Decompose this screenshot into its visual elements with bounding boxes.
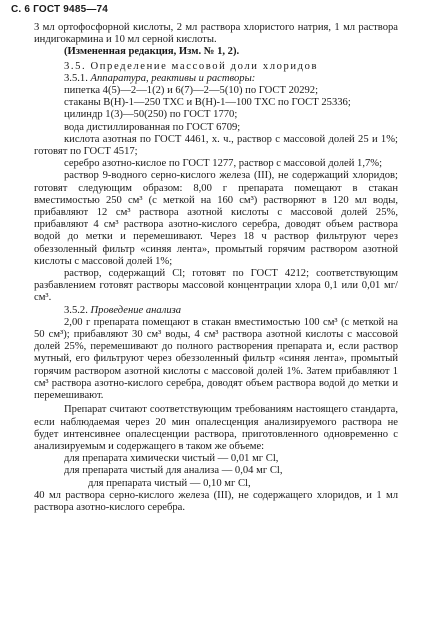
paragraph-analysis-procedure: 2,00 г препарата помещают в стакан вместимостью 100 см³ (с меткой на 50 см³); прибавляют 30 см³ воды, 4 см³ раствора азотной кислоты с массовой долей 25%, перемешивают до полного растворения препарата и, если раствор мутный, его фильтруют через обеззоленный фильтр «синяя лента», промытый горячим раствором азотной кислоты с массовой долей 1%. Затем прибавляют 1 см³ раствора азотно-кислого серебра, доводят объем раствора водой до метки и перемешивают. [34, 316, 398, 402]
section-3-5-1-heading [34, 73, 398, 85]
section-number: 3.5.2. [64, 304, 88, 316]
amendment-note: (Измененная редакция, Изм. № 1, 2). [64, 46, 240, 58]
section-title: Аппаратура, реактивы и растворы: [90, 72, 256, 84]
document-body [34, 22, 398, 514]
criterion-pure: для препарата чистый — 0,10 мг Cl, [88, 477, 251, 489]
list-item-iron-sulfate-solution: раствор 9-водного серно-кислого железа (III), не содержащий хлоридов; готовят следующим образом: 8,00 г препарата помещают в стакан вместимостью 250 см³ (с меткой на 160 см³) растворяют в 120 мл воды, прибавляют 12 см³ раствора азотной кислоты с массовой долей 25%, прибавляют 4 см³ раствора азотно-кислого серебра, доводят объем раствора водой до метки и перемешивают. Через 18 ч раствор фильтруют через обеззоленный фильтр «синяя лента», промытый горячим раствором азотной кислоты с массовой долей 1%; [34, 170, 398, 267]
paragraph-acceptance-criteria: Препарат считают соответствующим требованиям настоящего стандарта, если наблюдаемая через 20 мин опалесценция анализируемого раствора не будет интенсивнее опалесценции раствора, приготовленного одновременно с анализируемым и содержащего в таком же объеме: [34, 404, 398, 452]
list-item-beakers: стаканы В(Н)-1—250 ТХС и В(Н)-1—100 ТХС по ГОСТ 25336; [64, 97, 351, 109]
page-header: С. 6 ГОСТ 9485—74 [11, 4, 109, 15]
list-item-cylinder: цилиндр 1(3)—50(250) по ГОСТ 1770; [64, 109, 238, 121]
section-3-5-heading: 3.5. Определение массовой доли хлоридов [64, 60, 319, 72]
section-3-5-2-heading [34, 305, 398, 317]
list-item-nitric-acid: кислота азотная по ГОСТ 4461, х. ч., раствор с массовой долей 25 и 1%; готовят по ГОСТ 4517; [34, 133, 398, 158]
list-item-pipette: пипетка 4(5)—2—1(2) и 6(7)—2—5(10) по ГОСТ 20292; [64, 85, 319, 97]
criterion-analytical-grade: для препарата чистый для анализа — 0,04 мг Cl, [64, 465, 283, 477]
criterion-chemically-pure: для препарата химически чистый — 0,01 мг Cl, [64, 453, 279, 465]
section-title: Проведение анализа [90, 304, 182, 316]
paragraph-final-reagents: 40 мл раствора серно-кислого железа (III), не содержащего хлоридов, и 1 мл раствора азотно-кислого серебра. [34, 489, 398, 513]
paragraph-reagent-list-end: 3 мл ортофосфорной кислоты, 2 мл раствора хлористого натрия, 1 мл раствора индигокармина и 10 мл серной кислоты. [34, 22, 398, 46]
list-item-silver-nitrate: серебро азотно-кислое по ГОСТ 1277, раствор с массовой долей 1,7%; [64, 158, 383, 170]
section-number: 3.5.1. [64, 72, 88, 84]
list-item-water: вода дистиллированная по ГОСТ 6709; [64, 121, 241, 133]
list-item-chloride-solution: раствор, содержащий Cl; готовят по ГОСТ 4212; соответствующим разбавлением готовят растворы массовой концентрации хлора 0,1 или 0,01 мг/см³. [34, 268, 398, 304]
